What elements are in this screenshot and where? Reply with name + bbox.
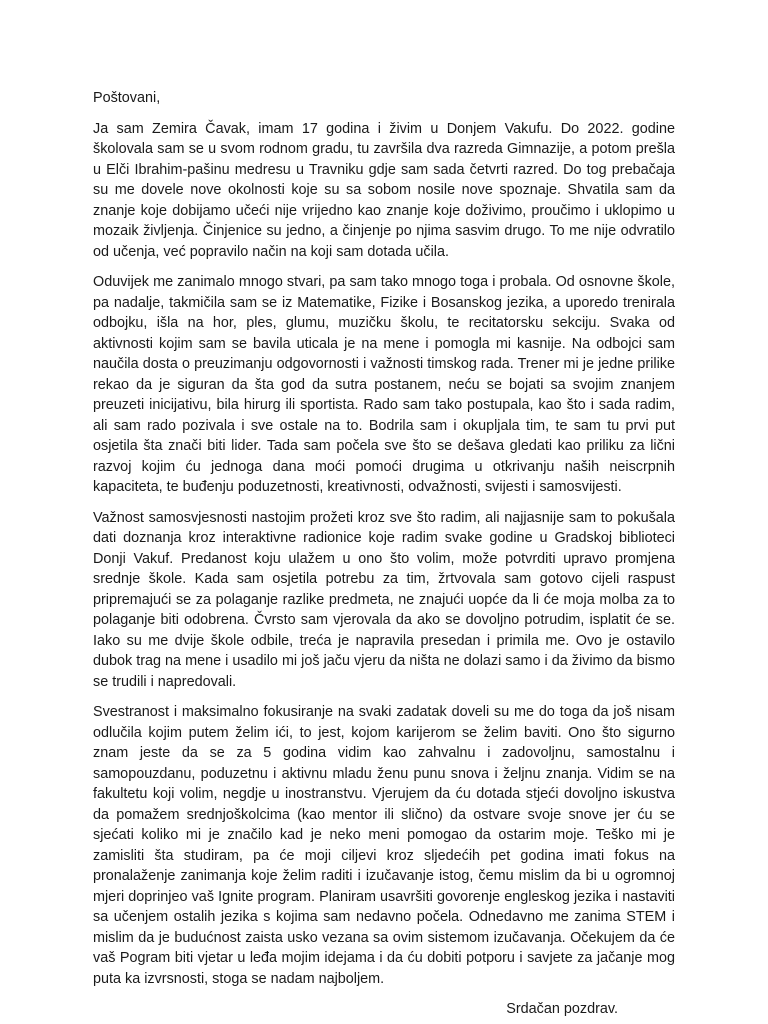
- letter-page: [93, 88, 675, 1020]
- letter-paragraph-1: Ja sam Zemira Čavak, imam 17 godina i živim u Donjem Vakufu. Do 2022. godine školovala sam se u svom rodnom gradu, tu završila dva razreda Gimnazije, a potom prešla u Elči Ibrahim-pašinu medresu u Travniku gdje sam sada četvrti razred. Do tog prebačaja su me dovele nove okolnosti koje su sa sobom nosile nove spoznaje. Shvatila sam da znanje koje dobijamo učeći nije vrijedno kao znanje koje doživimo, proučimo i uklopimo u mozaik življenja. Činjenice su jedno, a činjenje po njima sasvim drugo. To me nije odvratilo od učenja, već popravilo način na koji sam dotada učila.: [93, 120, 675, 260]
- letter-paragraph-3: Važnost samosvjesnosti nastojim prožeti kroz sve što radim, ali najjasnije sam to pokušala dati doznanja kroz interaktivne radionice koje radim svake godine u Gradskoj biblioteci Donji Vakuf. Predanost koju ulažem u ono što volim, može potvrditi upravo promjena srednje škole. Kada sam osjetila potrebu za tim, žrtvovala sam gotovo cijeli raspust pripremajući se za polaganje razlike predmeta, ne znajući uopće da li će moja molba za to polaganje biti odobrena. Čvrsto sam vjerovala da ako se dovoljno potrudim, isplatit će se. Iako su me dvije škole odbile, treća je napravila presedan i primila me. Ovo je ostavilo dubok trag na mene i usadilo mi još jaču vjeru da ništa ne dolazi samo i da živimo da bismo se trudili i napredovali.: [93, 509, 675, 690]
- letter-paragraph-2: Oduvijek me zanimalo mnogo stvari, pa sam tako mnogo toga i probala. Od osnovne škole, pa nadalje, takmičila sam se iz Matematike, Fizike i Bosanskog jezika, a uporedo trenirala odbojku, išla na hor, ples, glumu, muzičku školu, te recitatorsku sekciju. Svaka od aktivnosti kojim sam se bavila uticala je na mene i pomogla mi kasnije. Na odbojci sam naučila dosta o preuzimanju odgovornosti i važnosti timskog rada. Trener mi je jedne prilike rekao da je siguran da šta god da sutra postanem, neću se bojati sa svojim znanjem preuzeti inicijativu, bila hirurg ili sportista. Rado sam tako postupala, kao što i sada radim, ali sam rado pozivala i sve ostale na to. Bodrila sam i okupljala tim, te sam tu prvi put osjetila šta znači biti lider. Tada sam počela sve što se dešava gledati kao priliku za lični razvoj kojim ću jednoga dana moći pomoći drugima u otkrivanju naših neiscrpnih kapaciteta, te buđenju poduzetnosti, kreativnosti, odvažnosti, svijesti i samosvijesti.: [93, 274, 675, 495]
- letter-paragraph-4: Svestranost i maksimalno fokusiranje na svaki zadatak doveli su me do toga da još nisam odlučila kojim putem želim ići, to jest, kojom karijerom se želim baviti. Ono što sigurno znam jeste da se za 5 godina vidim kao zahvalnu i zadovoljnu, samostalnu i samopouzdanu, poduzetnu i aktivnu mladu ženu punu snova i željnu znanja. Vidim se na fakultetu koji volim, negdje u inostranstvu. Vjerujem da ću dotada stjeći dovoljno iskustva da pomažem srednjoškolcima (kao mentor ili slično) da ostvare svoje snove jer ću se sjećati koliko mi je značilo kad je neko meni pomogao da ostarim moje. Teško mi je zamisliti šta studiram, pa će moji ciljevi kroz sljedećih pet godina imati fokus na pronalaženje zanimanja koje želim raditi i izučavanje istog, čemu mislim da bi u ogromnoj mjeri doprinjeo vaš Ignite program. Planiram usavršiti govorenje engleskog jezika i nastaviti sa učenjem ostalih jezika s kojima sam nedavno počela. Odnedavno me zanima STEM i mislim da je budućnost zaista usko vezana sa ovim sistemom izučavanja. Očekujem da će vaš Pogram biti vjetar u leđa mojim idejama i da ću dobiti potporu i savjete za jačanje mog puta ka izvrsnosti, stoga se nadam najboljem.: [93, 704, 675, 987]
- letter-closing: Srdačan pozdrav.: [506, 1001, 618, 1017]
- letter-salutation: Poštovani,: [93, 90, 161, 106]
